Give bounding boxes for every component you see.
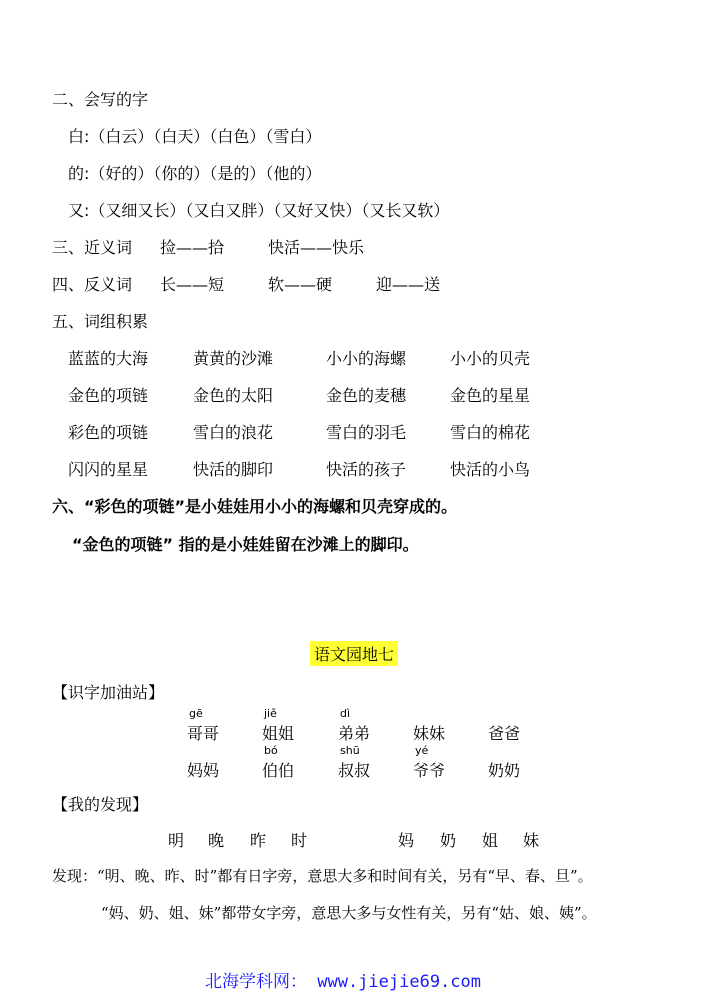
family-word (262, 707, 295, 744)
section3-title: 三、近义词 (52, 238, 133, 257)
family-word (187, 758, 219, 781)
female-radical-char: 妈 (398, 831, 415, 850)
family-word (187, 707, 220, 744)
word: 爸爸 (488, 724, 521, 743)
phrase-cell: 快活的脚印 (193, 460, 274, 479)
finding-1: 发现：“明、晚、昨、时”都有日字旁，意思大多和时间有关，另有“早、春、旦”。 (52, 867, 593, 885)
word: 爷爷 (413, 761, 446, 780)
write-row-words: （又细又长）（又白又胖）（又好又快）（又长又软） (89, 201, 450, 220)
phrase-cell: 金色的星星 (450, 386, 531, 405)
phrase-cell: 金色的麦穗 (326, 386, 407, 405)
write-row-char: 白: (68, 127, 90, 146)
write-row-char: 又: (68, 201, 90, 220)
sun-radical-char: 昨 (250, 831, 267, 850)
garden-title: 语文园地七 (310, 641, 398, 666)
family-word (413, 721, 445, 744)
sun-radical-char: 时 (291, 831, 308, 850)
phrase-cell: 彩色的项链 (68, 423, 149, 442)
antonym-pair: 迎——送 (376, 275, 441, 294)
antonym-pair: 软——硬 (268, 275, 333, 294)
pinyin: gē (189, 707, 203, 720)
synonym-pair: 捡——拾 (160, 238, 225, 257)
family-word (413, 744, 446, 781)
sun-radical-char: 晚 (208, 831, 225, 850)
pinyin: jiě (264, 707, 277, 720)
female-radical-char: 奶 (440, 831, 457, 850)
footer-link[interactable]: 北海学科网： www.jiejie69.com (205, 972, 481, 992)
synonym-pair: 快活——快乐 (268, 238, 365, 257)
word: 弟弟 (338, 724, 371, 743)
word: 叔叔 (338, 761, 371, 780)
female-radical-char: 姐 (482, 831, 499, 850)
family-word (262, 744, 295, 781)
write-row-words: （好的）（你的）（是的）（他的） (89, 164, 322, 183)
phrase-cell: 雪白的棉花 (450, 423, 531, 442)
phrase-cell: 黄黄的沙滩 (193, 349, 274, 368)
phrase-cell: 金色的太阳 (193, 386, 274, 405)
phrase-cell: 小小的海螺 (326, 349, 407, 368)
sun-radical-char: 明 (168, 831, 185, 850)
phrase-cell: 蓝蓝的大海 (68, 349, 149, 368)
word: 妈妈 (187, 761, 220, 780)
write-row-words: （白云）（白天）（白色）（雪白） (89, 127, 322, 146)
phrase-cell: 雪白的浪花 (193, 423, 274, 442)
family-word (338, 744, 371, 781)
antonym-pair: 长——短 (160, 275, 225, 294)
write-row-2 (68, 161, 321, 184)
section2-title: 二、会写的字 (52, 90, 149, 109)
pinyin: yé (415, 744, 429, 757)
phrase-cell: 雪白的羽毛 (326, 423, 407, 442)
family-word (488, 758, 520, 781)
family-word (488, 721, 520, 744)
section6-line-2: “金色的项链” 指的是小娃娃留在沙滩上的脚印。 (72, 535, 419, 554)
write-row-3 (68, 198, 449, 221)
section4-title: 四、反义词 (52, 275, 133, 294)
pinyin: shū (340, 744, 360, 757)
write-row-char: 的: (68, 164, 90, 183)
finding-2: “妈、奶、姐、妹”都带女字旁，意思大多与女性有关，另有“姑、娘、姨”。 (101, 904, 597, 922)
word: 妹妹 (413, 724, 446, 743)
word: 姐姐 (262, 724, 295, 743)
phrase-cell: 小小的贝壳 (450, 349, 531, 368)
pinyin: bó (264, 744, 278, 757)
literacy-title: 【识字加油站】 (52, 683, 165, 702)
phrase-cell: 快活的小鸟 (450, 460, 531, 479)
phrase-cell: 闪闪的星星 (68, 460, 149, 479)
phrase-cell: 快活的孩子 (326, 460, 407, 479)
word: 哥哥 (187, 724, 220, 743)
phrase-cell: 金色的项链 (68, 386, 149, 405)
family-word (338, 707, 371, 744)
write-row-1 (68, 124, 321, 147)
section6-line-1: 六、“彩色的项链”是小娃娃用小小的海螺和贝壳穿成的。 (52, 497, 458, 516)
pinyin: dì (340, 707, 351, 720)
female-radical-char: 妹 (523, 831, 540, 850)
word: 伯伯 (262, 761, 295, 780)
word: 奶奶 (488, 761, 521, 780)
discovery-title: 【我的发现】 (52, 795, 149, 814)
section5-title: 五、词组积累 (52, 312, 149, 331)
